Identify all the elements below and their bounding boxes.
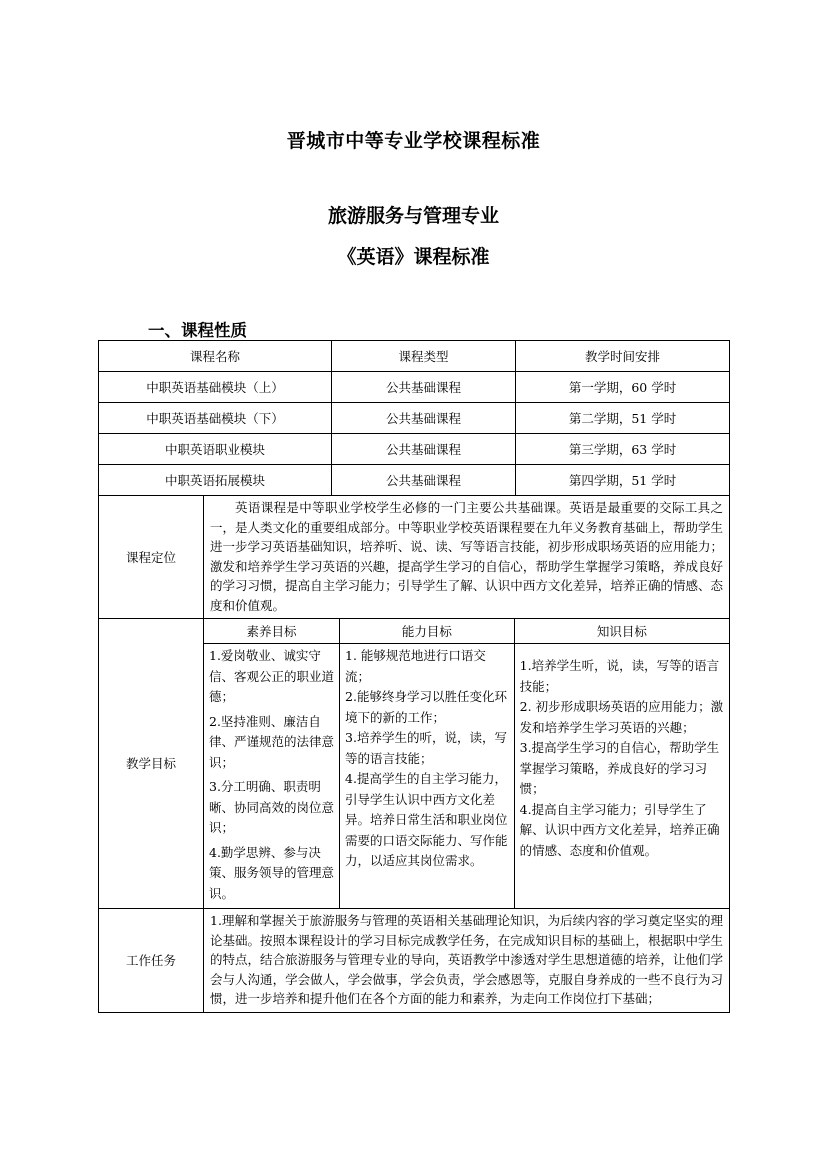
header-quality-goals: 素养目标 bbox=[204, 619, 340, 644]
header-schedule: 教学时间安排 bbox=[516, 341, 730, 372]
list-item: 1.培养学生听，说，读，写等的语言技能； bbox=[519, 658, 720, 694]
list-item: 2.能够终身学习以胜任变化环境下的新的工作； bbox=[345, 689, 507, 725]
positioning-label: 课程定位 bbox=[99, 496, 204, 619]
goals-header-row bbox=[204, 619, 729, 644]
tasks-row bbox=[99, 909, 730, 1013]
schedule-cell: 第二学期，51 学时 bbox=[516, 403, 730, 434]
knowledge-goals-list bbox=[514, 644, 729, 909]
tasks-text: 1.理解和掌握关于旅游服务与管理的英语相关基础理论知识，为后续内容的学习奠定坚实的理论基础。按照本课程设计的学习目标完成教学任务，在完成知识目标的基础上，根据职中学生的特点，结合旅游服务与管理专业的导向，英语教学中渗透对学生思想道德的培养，让他们学会与人沟通，学会做人，学会做事，学会负责，学会感恩等，克服自身养成的一些不良行为习惯，进一步培养和提升他们在各个方面的能力和素养，为走向工作岗位打下基础； bbox=[204, 909, 730, 1013]
header-course-name: 课程名称 bbox=[99, 341, 332, 372]
course-title: 《英语》课程标准 bbox=[337, 246, 490, 268]
table-row bbox=[99, 403, 730, 434]
list-item: 4.提高学生的自主学习能力，引导学生认识中西方文化差异。培养日常生活和职业岗位需要的口语交际能力、写作能力，以适应其岗位需求。 bbox=[345, 771, 508, 868]
list-item: 3.提高学生学习的自信心，帮助学生掌握学习策略，养成良好的学习习惯； bbox=[519, 740, 720, 796]
list-item: 3.培养学生的听，说，读，写等的语言技能； bbox=[345, 730, 507, 766]
course-type-cell: 公共基础课程 bbox=[332, 403, 516, 434]
goals-label: 教学目标 bbox=[99, 619, 204, 909]
goals-cell bbox=[204, 619, 730, 909]
tasks-label: 工作任务 bbox=[99, 909, 204, 1013]
table-header-row bbox=[99, 341, 730, 372]
goals-row bbox=[99, 619, 730, 909]
list-item: 3.分工明确、职责明晰、协同高效的岗位意识； bbox=[209, 779, 335, 835]
table-row bbox=[99, 372, 730, 403]
major-title: 旅游服务与管理专业 bbox=[327, 205, 499, 227]
course-type-cell: 公共基础课程 bbox=[332, 465, 516, 496]
schedule-cell: 第一学期，60 学时 bbox=[516, 372, 730, 403]
list-item: 1.爱岗敬业、诚实守信、客观公正的职业道德； bbox=[209, 648, 335, 704]
course-name-cell: 中职英语拓展模块 bbox=[99, 465, 332, 496]
list-item: 2. 初步形成职场英语的应用能力；激发和培养学生学习英语的兴趣； bbox=[519, 699, 724, 735]
list-item: 4.提高自主学习能力；引导学生了解、认识中西方文化差异，培养正确的情感、态度和价值观。 bbox=[519, 801, 720, 858]
positioning-text: 英语课程是中等职业学校学生必修的一门主要公共基础课。英语是最重要的交际工具之一，是人类文化的重要组成部分。中等职业学校英语课程要在九年义务教育基础上，帮助学生进一步学习英语基础知识，培养听、说、读、写等语言技能，初步形成职场英语的应用能力；激发和培养学生学习英语的兴趣，提高学生学习的自信心，帮助学生掌握学习策略，养成良好的学习习惯，提高自主学习能力；引导学生了解、认识中西方文化差异，培养正确的情感、态度和价值观。 bbox=[204, 496, 730, 619]
goals-table bbox=[204, 619, 729, 908]
course-type-cell: 公共基础课程 bbox=[332, 372, 516, 403]
section-heading: 一、课程性质 bbox=[148, 321, 247, 340]
header-course-type: 课程类型 bbox=[332, 341, 516, 372]
list-item: 1. 能够规范地进行口语交流； bbox=[345, 648, 486, 684]
header-ability-goals: 能力目标 bbox=[340, 619, 515, 644]
list-item: 4.勤学思辨、参与决策、服务领导的管理意识。 bbox=[209, 844, 335, 901]
table-row bbox=[99, 465, 730, 496]
schedule-cell: 第四学期，51 学时 bbox=[516, 465, 730, 496]
course-name-cell: 中职英语职业模块 bbox=[99, 434, 332, 465]
table-row bbox=[99, 434, 730, 465]
course-standard-table bbox=[98, 340, 730, 1013]
header-knowledge-goals: 知识目标 bbox=[514, 619, 729, 644]
quality-goals-list bbox=[204, 644, 340, 909]
positioning-row bbox=[99, 496, 730, 619]
goals-body-row bbox=[204, 644, 729, 909]
list-item: 2.坚持准则、廉洁自律、严谨规范的法律意识； bbox=[209, 713, 335, 770]
course-name-cell: 中职英语基础模块（上） bbox=[99, 372, 332, 403]
course-name-cell: 中职英语基础模块（下） bbox=[99, 403, 332, 434]
schedule-cell: 第三学期，63 学时 bbox=[516, 434, 730, 465]
course-type-cell: 公共基础课程 bbox=[332, 434, 516, 465]
document-title: 晋城市中等专业学校课程标准 bbox=[286, 130, 541, 152]
ability-goals-list bbox=[340, 644, 515, 909]
